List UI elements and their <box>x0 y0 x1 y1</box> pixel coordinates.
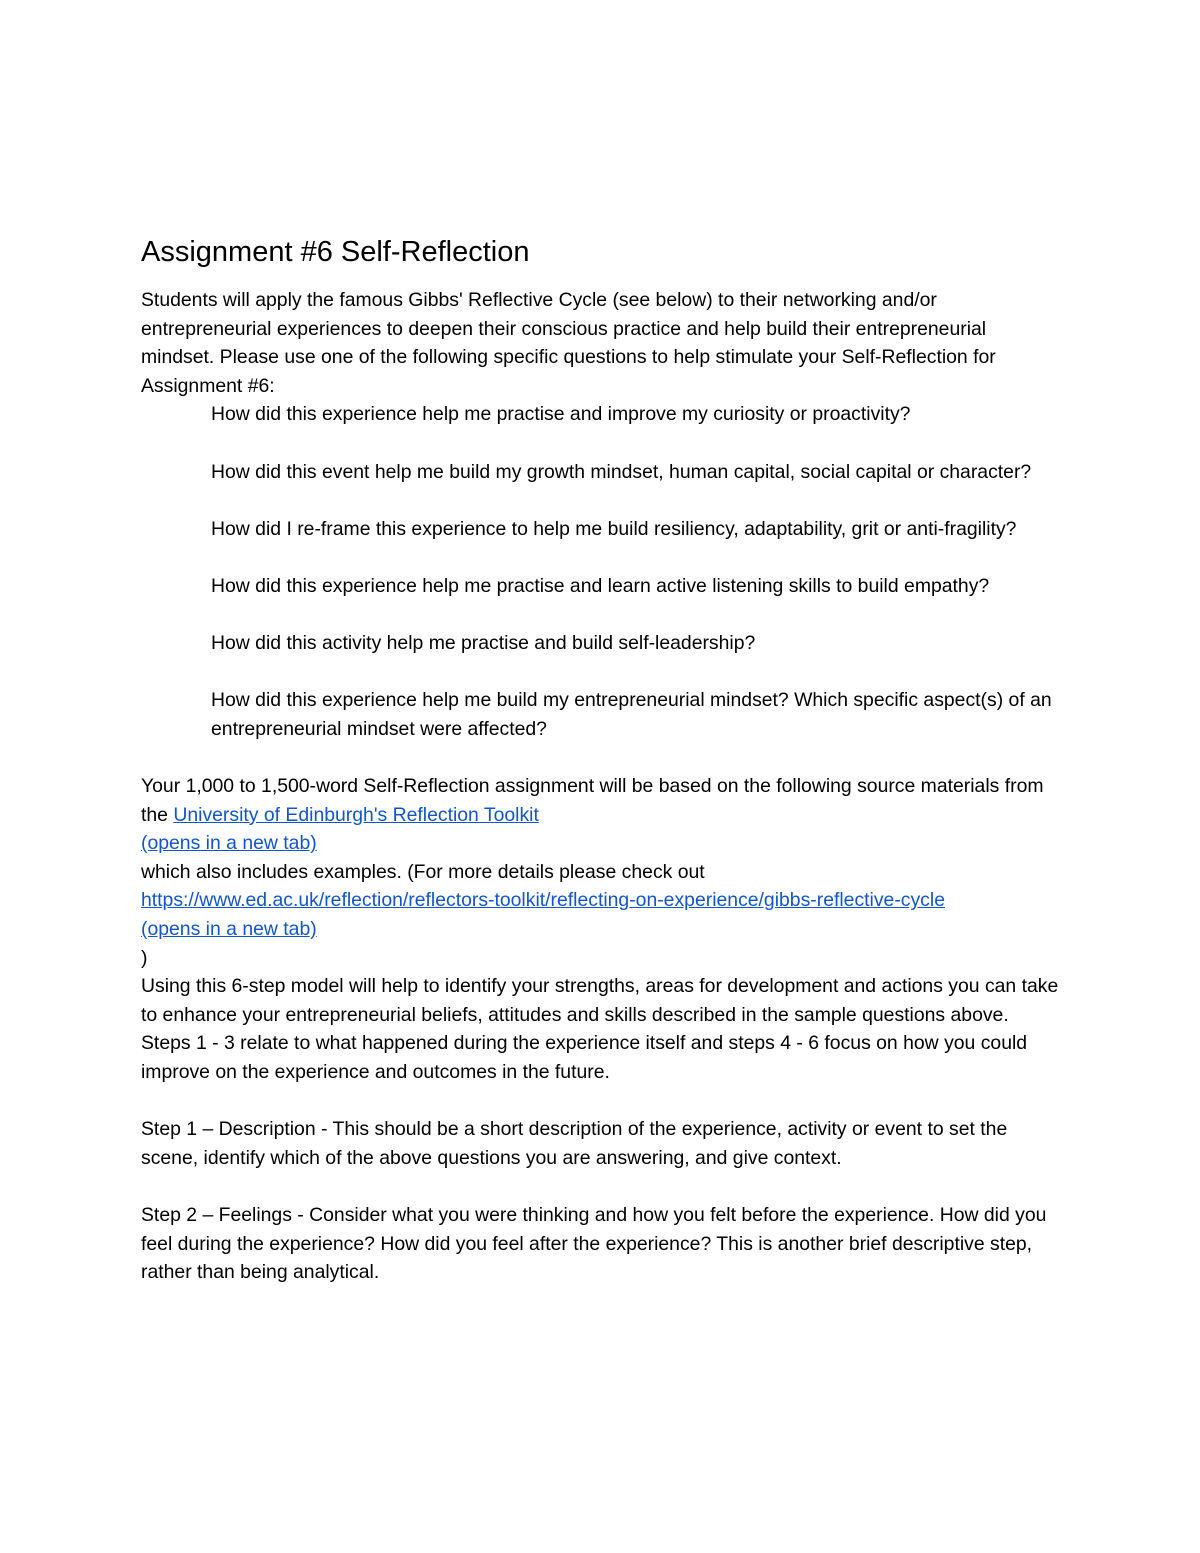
intro-paragraph: Students will apply the famous Gibbs' Reflective Cycle (see below) to their networking and/or entrepreneurial experiences to deepen their conscious practice and help build their entrepreneurial mindset. Please use one of the following specific questions to help stimulate your Self-Reflection for Assignment #6: <box>141 289 996 397</box>
gibbs-cycle-url-link[interactable]: https://www.ed.ac.uk/reflection/reflectors-toolkit/reflecting-on-experience/gibbs-reflective-cycle <box>141 889 945 912</box>
paragraph-spacer <box>141 1172 1061 1201</box>
edinburgh-toolkit-link[interactable]: University of Edinburgh's Reflection Toolkit <box>173 803 539 826</box>
list-item: How did I re-frame this experience to help me build resiliency, adaptability, grit or anti-fragility? <box>211 517 1017 540</box>
document-content <box>141 232 1061 1287</box>
step2-paragraph: Step 2 – Feelings - Consider what you were thinking and how you felt before the experience. How did you feel during the experience? How did you feel after the experience? This is another brief descriptive step, rather than being analytical. <box>141 1204 1047 1284</box>
list-item: How did this experience help me practise and learn active listening skills to build empathy? <box>211 574 990 597</box>
paragraph-spacer <box>141 1087 1061 1116</box>
source-text: Your 1,000 to 1,500-word Self-Reflection assignment will be based on the following source materials from the <box>141 775 1044 826</box>
page-title: Assignment #6 Self-Reflection <box>141 236 530 268</box>
source-paragraph <box>141 772 1061 972</box>
closing-paren-text: ) <box>141 946 148 969</box>
question-list <box>211 400 1061 743</box>
opens-new-tab-link[interactable]: (opens in a new tab) <box>141 918 317 941</box>
list-item: How did this event help me build my growth mindset, human capital, social capital or character? <box>211 460 1032 483</box>
list-item: How did this experience help me practise and improve my curiosity or proactivity? <box>211 403 911 426</box>
list-item: How did this experience help me build my entrepreneurial mindset? Which specific aspect(s) of an entrepreneurial mindset were affected? <box>211 689 1052 740</box>
source-continuation-text: which also includes examples. (For more details please check out <box>141 860 705 883</box>
model-paragraph: Using this 6-step model will help to identify your strengths, areas for development and actions you can take to enhance your entrepreneurial beliefs, attitudes and skills described in the sample questions above. Steps 1 - 3 relate to what happened during the experience itself and steps 4 - 6 focus on how you could improve on the experience and outcomes in the future. <box>141 975 1059 1084</box>
opens-new-tab-link[interactable]: (opens in a new tab) <box>141 832 317 855</box>
list-item: How did this activity help me practise and build self-leadership? <box>211 632 756 655</box>
step1-paragraph: Step 1 – Description - This should be a short description of the experience, activity or event to set the scene, identify which of the above questions you are answering, and give context. <box>141 1118 1008 1169</box>
